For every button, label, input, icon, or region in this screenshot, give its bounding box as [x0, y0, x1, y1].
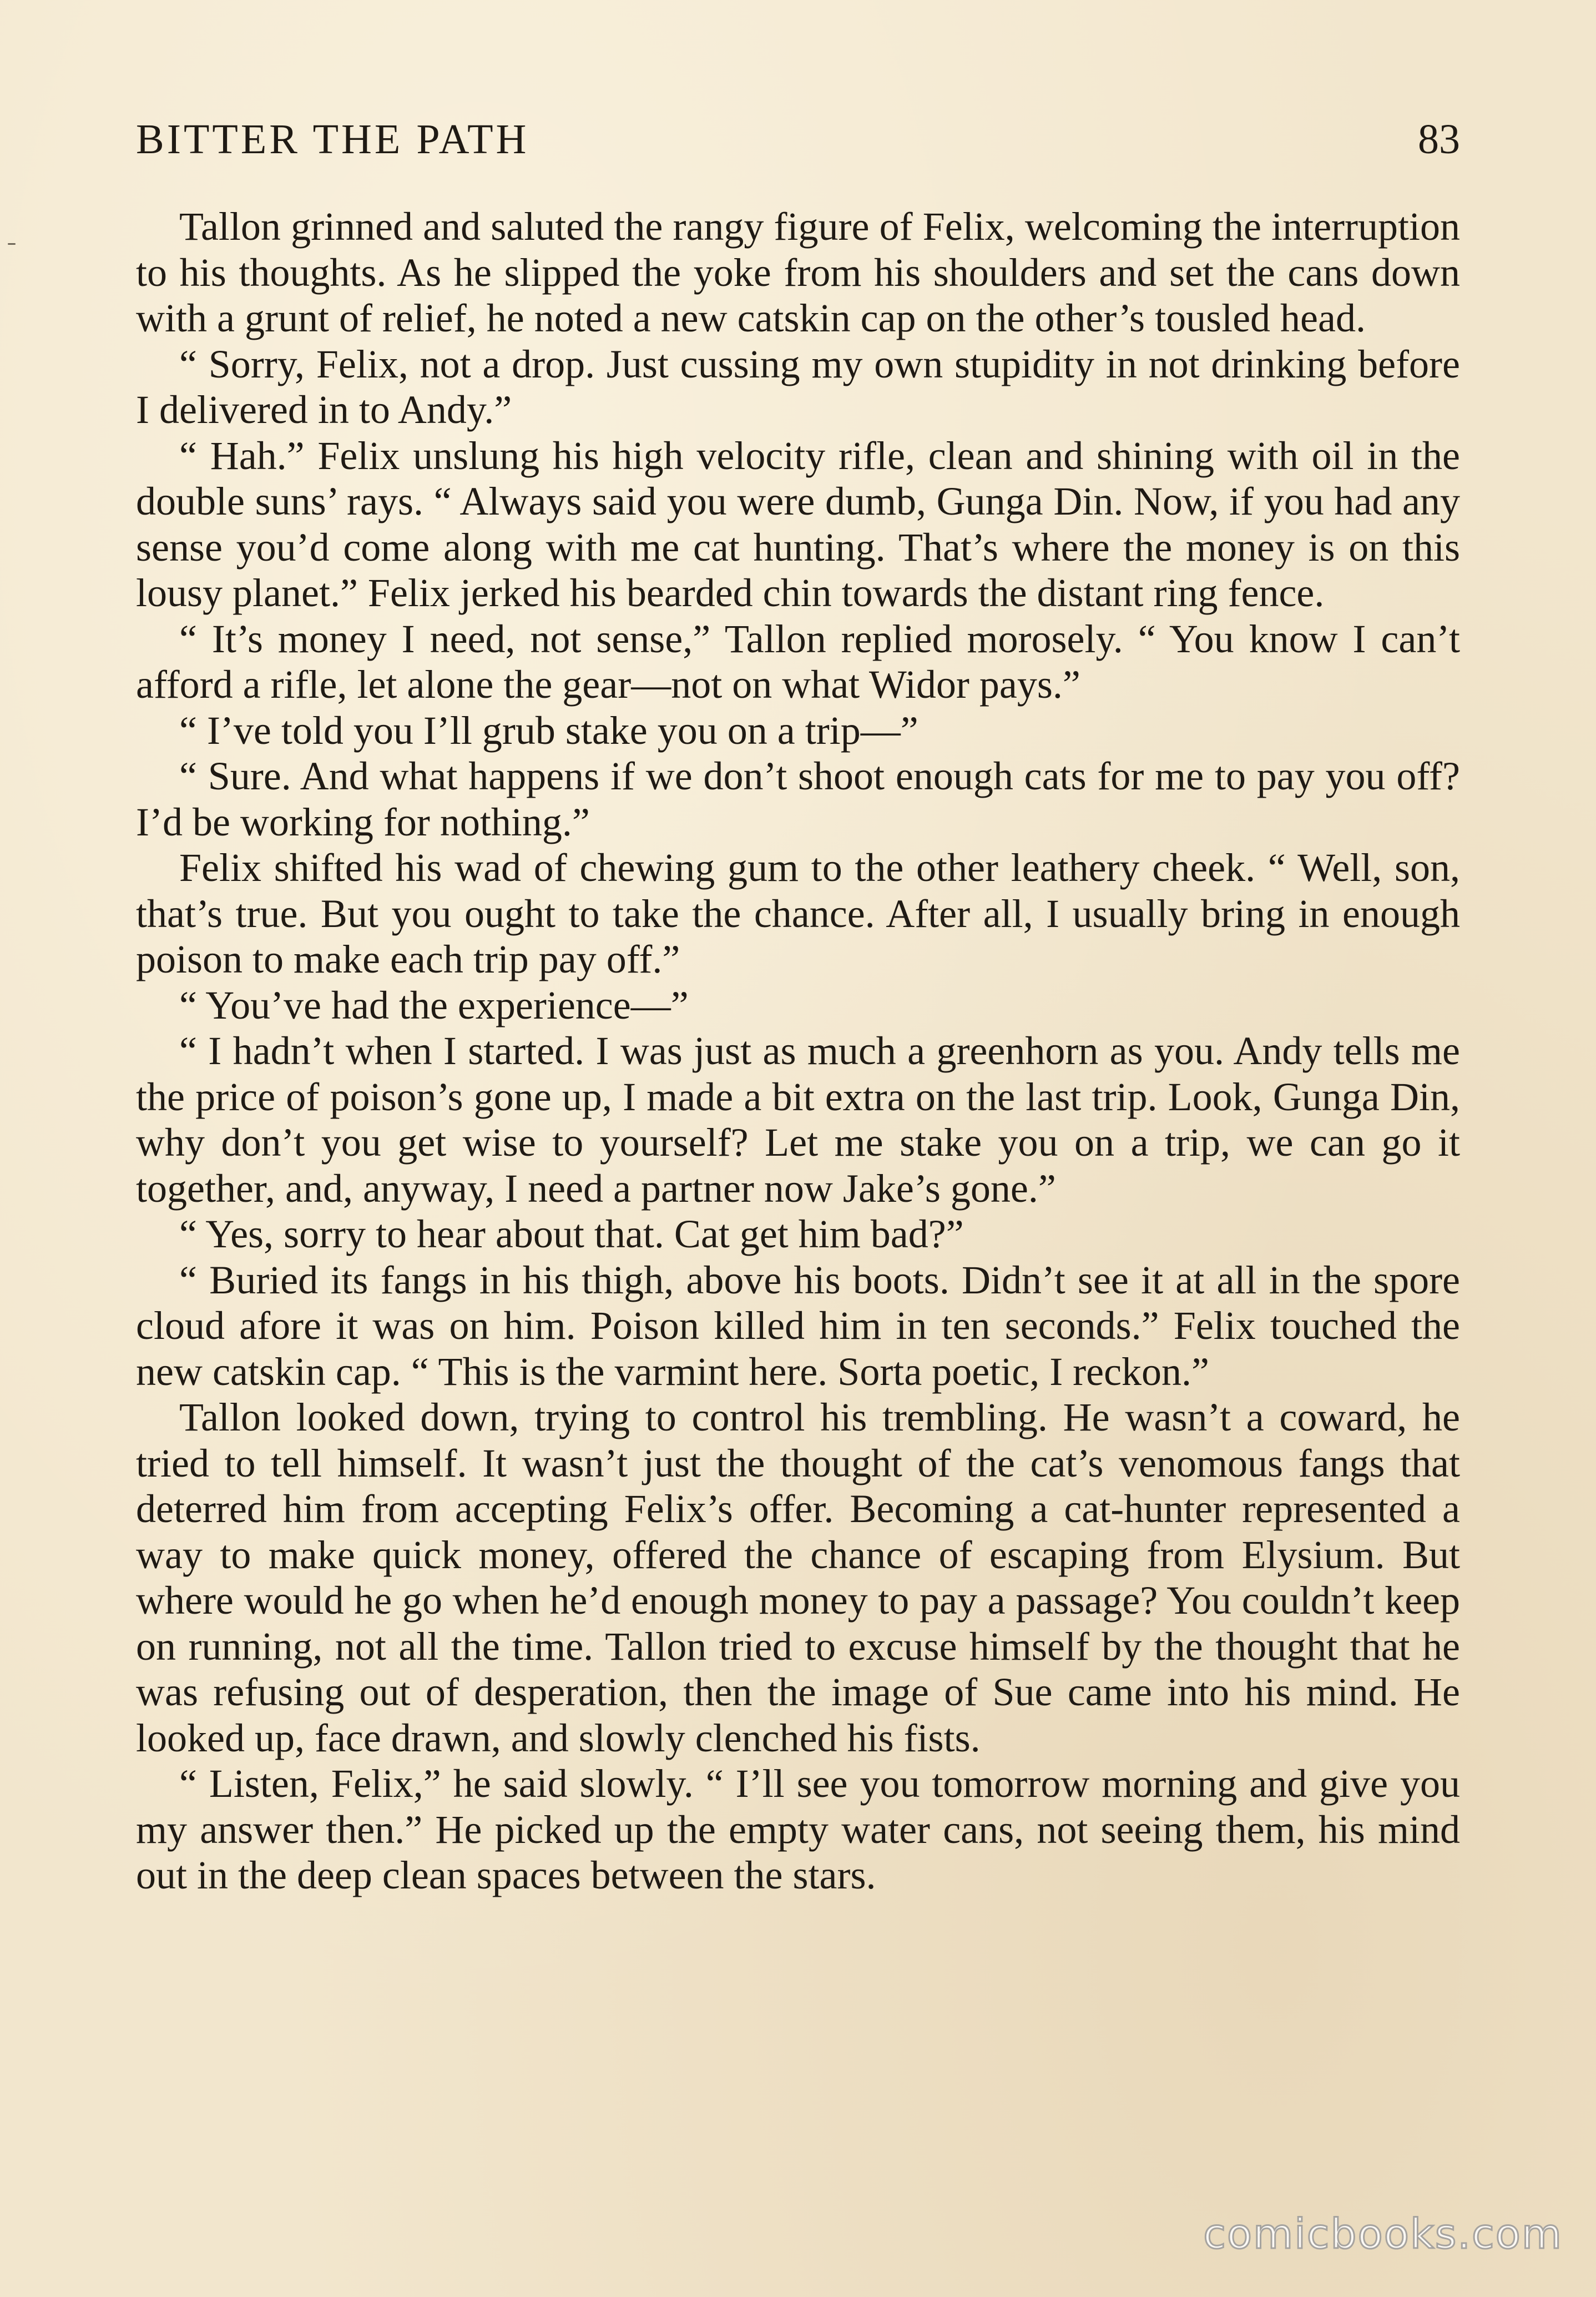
paragraph: “ Yes, sorry to hear about that. Cat get him bad?”	[179, 1212, 964, 1256]
page-header	[136, 109, 1460, 170]
paragraph: “ Sure. And what happens if we don’t shoot enough cats for me to pay you off? I’d be working for nothing.”	[136, 754, 1460, 844]
paragraph: Tallon grinned and saluted the rangy figure of Felix, welcoming the interruption to his thoughts. As he slipped the yoke from his shoulders and set the cans down with a grunt of relief, he noted a new catskin cap on the other’s tousled head.	[136, 204, 1460, 340]
page-edge-mark	[8, 243, 16, 245]
paragraph: “ I hadn’t when I started. I was just as much a greenhorn as you. Andy tells me the price of poison’s gone up, I made a bit extra on the last trip. Look, Gunga Din, why don’t you get wise to yourself? Let me stake you on a trip, we can go it together, and, anyway, I need a partner now Jake’s gone.”	[136, 1029, 1460, 1211]
paragraph: Tallon looked down, trying to control his trembling. He wasn’t a coward, he tried to tell himself. It wasn’t just the thought of the cat’s venomous fangs that deterred him from accepting Felix’s offer. Becoming a cat-hunter represented a way to make quick money, offered the chance of escaping from Elysium. But where would he go when he’d enough money to pay a passage? You couldn’t keep on running, not all the time. Tallon tried to excuse himself by the thought that he was refusing out of desperation, then the image of Sue came into his mind. He looked up, face drawn, and slowly clenched his fists.	[136, 1395, 1460, 1760]
paragraph: “ Listen, Felix,” he said slowly. “ I’ll see you tomorrow morning and give you my answer then.” He picked up the empty water cans, not seeing them, his mind out in the deep clean spaces between the stars.	[136, 1761, 1460, 1897]
body-text	[136, 204, 1460, 1898]
paragraph: “ It’s money I need, not sense,” Tallon replied morosely. “ You know I can’t afford a rifle, let alone the gear—not on what Widor pays.”	[136, 616, 1460, 707]
paragraph: “ I’ve told you I’ll grub stake you on a trip—”	[179, 708, 918, 753]
paragraph: Felix shifted his wad of chewing gum to the other leathery cheek. “ Well, son, that’s true. But you ought to take the chance. After all, I usually bring in enough poison to make each trip pay off.”	[136, 845, 1460, 981]
page-number: 83	[1418, 116, 1460, 163]
paragraph: “ Buried its fangs in his thigh, above his boots. Didn’t see it at all in the spore cloud afore it was on him. Poison killed him in ten seconds.” Felix touched the new catskin cap. “ This is the varmint here. Sorta poetic, I reckon.”	[136, 1257, 1460, 1394]
paragraph: “ Hah.” Felix unslung his high velocity rifle, clean and shining with oil in the double suns’ rays. “ Always said you were dumb, Gunga Din. Now, if you had any sense you’d come along with me cat hunting. That’s where the money is on this lousy planet.” Felix jerked his bearded chin towards the distant ring fence.	[136, 433, 1460, 615]
watermark: comicbooks.com	[1203, 2210, 1563, 2258]
paragraph: “ Sorry, Felix, not a drop. Just cussing my own stupidity in not drinking before I delivered in to Andy.”	[136, 341, 1460, 432]
paragraph: “ You’ve had the experience—”	[179, 983, 689, 1027]
running-title: BITTER THE PATH	[136, 116, 529, 163]
